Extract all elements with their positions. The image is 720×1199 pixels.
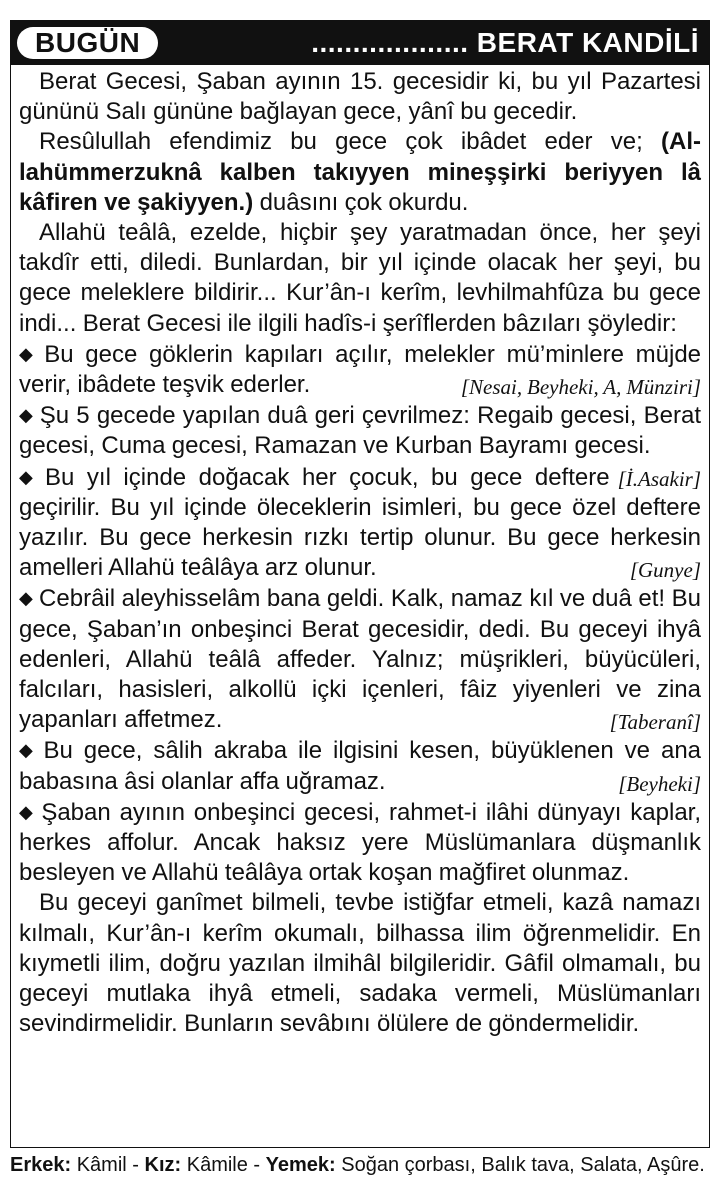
hadith-item <box>19 583 701 735</box>
hadith-text: Şu 5 gecede yapılan duâ geri çevrilmez: Regaib gecesi, Berat gecesi, Cuma gecesi, Ramazan ve Kurban Bayramı gecesi. <box>19 402 702 460</box>
hadith-item <box>19 462 701 584</box>
food-items: Soğan çorbası, Balık tava, Salata, Aşûre. <box>335 1154 705 1176</box>
names-food-footer <box>10 1152 710 1178</box>
hadith-source: [Taberanî] <box>609 710 701 735</box>
dua-paragraph <box>19 127 701 218</box>
hadith-text: Şaban ayının onbeşinci gecesi, rahmet-i ilâhi dünyayı kaplar, herkes affolur. Ancak haksız yere Müslümanlara düşmanlık besleyen ve Allahü teâlâya ortak koşan mağfiret olunmaz. <box>19 798 701 887</box>
article-title: ................... BERAT KANDİLİ <box>311 27 699 58</box>
hadith-text: Cebrâil aleyhisselâm bana geldi. Kalk, namaz kıl ve duâ et! Bu gece, Şaban’ın onbeşinci Berat gecesidir, dedi. Bu geceyi ihyâ edenleri, Allahü teâlâ affeder. Yalnız; müşrikleri, büyücüleri, falcıları, hasisleri, alkollü içki içenleri, fâiz yiyenleri ve zina yapanları affetmez. <box>19 585 702 734</box>
article-body <box>11 65 709 1040</box>
hadith-text: Bu yıl içinde doğacak her çocuk, bu gece deftere geçirilir. Bu yıl içinde öleceklerin isimleri, bu gece özel deftere yazılır. Bu gece herkesin rızkı tertip olunur. Bu gece herkesin amelleri Allahü teâlâya arz olunur. <box>19 463 701 582</box>
hadith-text: Bu gece göklerin kapıları açılır, melekler mü’minlere müjde verir, ibâdete teşvik ederler. <box>19 340 702 399</box>
closing-paragraph: Bu geceyi ganîmet bilmeli, tevbe istiğfar etmeli, kazâ namazı kılmalı, Kur’ân-ı kerîm okumalı, bilhassa ilim öğrenmelidir. En kıymetli ilim, doğru yazılan ilmihâl bilgileridir. Gâfil olmamalı, bu geceyi mutlaka ihyâ etmeli, sadaka vermeli, Müslümanları sevindirmelidir. Bunların sevâbını ölülere de göndermelidir. <box>19 889 701 1038</box>
male-name-label: Erkek: <box>10 1154 72 1176</box>
takdir-paragraph: Allahü teâlâ, ezelde, hiçbir şey yaratmadan önce, her şeyi takdîr etti, diledi. Bunlardan, bir yıl içinde olacak her şeyi, bu gece meleklere bildirir... Kur’ân-ı kerîm, levhilmahfûza bu gece indi... Berat Gecesi ile ilgili hadîs-i şerîflerden bâzıları şöyledir: <box>19 219 701 337</box>
today-badge: BUGÜN <box>17 27 158 59</box>
hadith-source: [Beyheki] <box>618 771 701 796</box>
diamond-bullet-icon: ◆ <box>19 801 36 822</box>
hadith-source: [Nesai, Beyheki, A, Münziri] <box>460 375 701 400</box>
hadith-item <box>19 735 701 796</box>
food-label: Yemek: <box>265 1154 336 1176</box>
dua-end: duâsını çok okurdu. <box>253 188 469 216</box>
hadith-item <box>19 339 701 400</box>
hadith-source: [İ.Asakir] <box>617 466 701 491</box>
dua-text: (Allahümmerzuknâ kalben takıyyen mineşşirki beriyyen lâ kâfiren ve şakiyyen.) <box>19 128 701 216</box>
dua-intro: Resûlullah efendimiz bu gece çok ibâdet eder ve; <box>39 128 661 156</box>
header-bar <box>11 21 709 65</box>
diamond-bullet-icon: ◆ <box>19 466 40 487</box>
hadith-text: Bu gece, sâlih akraba ile ilgisini kesen, büyüklenen ve ana babasına âsi olanlar affa uğramaz. <box>19 737 702 795</box>
male-name: Kâmil - <box>71 1154 145 1176</box>
female-name: Kâmile - <box>181 1154 266 1176</box>
diamond-bullet-icon: ◆ <box>19 588 34 609</box>
article-box <box>10 20 710 1148</box>
diamond-bullet-icon: ◆ <box>19 405 34 426</box>
diamond-bullet-icon: ◆ <box>19 740 38 761</box>
hadith-item <box>19 400 702 491</box>
hadith-source: [Gunye] <box>629 558 701 583</box>
hadith-item <box>19 797 701 889</box>
female-name-label: Kız: <box>144 1154 182 1176</box>
diamond-bullet-icon: ◆ <box>19 343 39 364</box>
intro-paragraph: Berat Gecesi, Şaban ayının 15. gecesidir ki, bu yıl Pazartesi gününü Salı gününe bağlayan gece, yânî bu gecedir. <box>19 68 701 126</box>
